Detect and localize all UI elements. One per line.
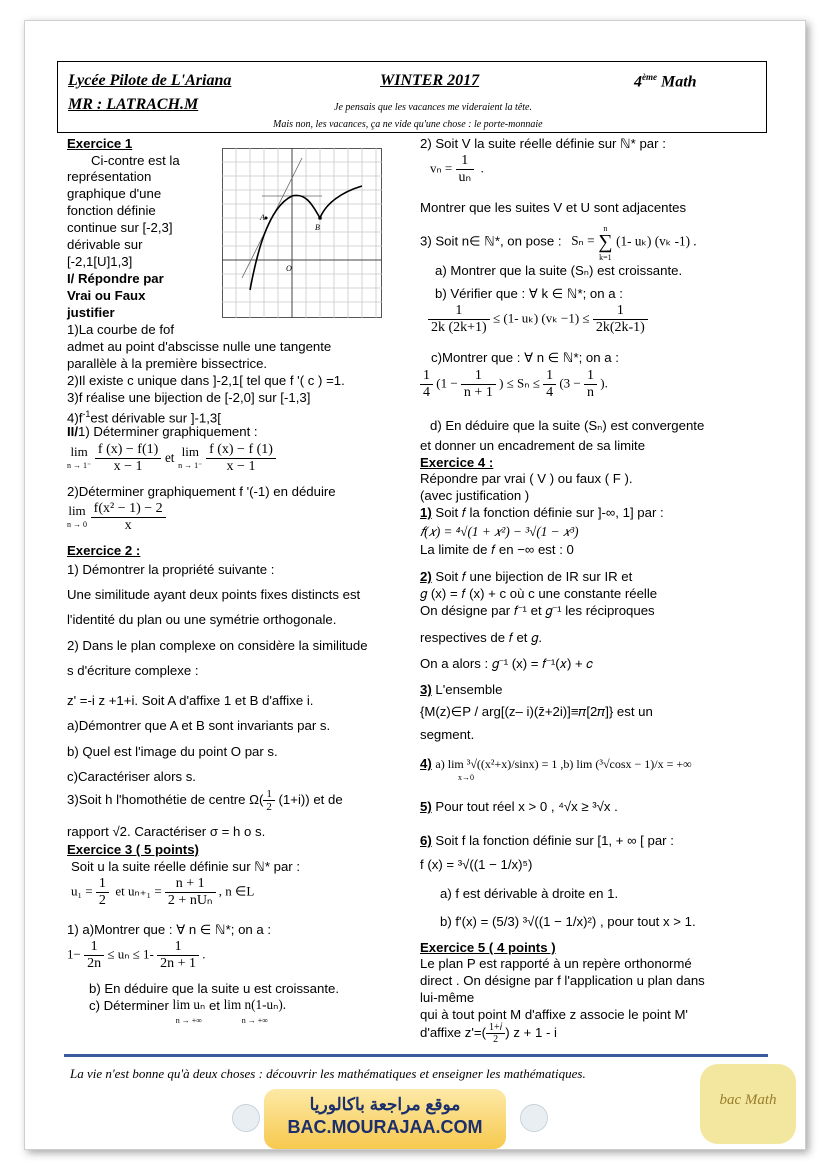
- footer-rule: [64, 1054, 768, 1057]
- ex4-item: On désigne par 𝑓⁻¹ et 𝑔⁻¹ les réciproques: [420, 603, 655, 618]
- graph-label: B: [315, 223, 320, 232]
- ex3r-question: 2) Soit V la suite réelle définie sur ℕ* par :: [420, 136, 666, 151]
- ex4-item: respectives de 𝑓 et 𝑔.: [420, 630, 543, 645]
- ex3r-sum: 3) Soit n∈ ℕ*, on pose : Sₙ = n ∑ k=1 (1- uₖ) (vₖ -1) .: [420, 224, 697, 262]
- ex4-item: 5) Pour tout réel x > 0 , ⁴√x ≥ ³√x .: [420, 799, 618, 814]
- ex4-item: 3) L'ensemble: [420, 682, 503, 697]
- ex3-question: 1) a)Montrer que : ∀ n ∈ ℕ*; on a :: [67, 922, 272, 937]
- ex1-limit3: lim n → 0 $\frac{\text{f(x² − 1) − 2}}{x}$: [67, 501, 166, 541]
- ex2-line: 3)Soit h l'homothétie de centre Ω( $\frac{1}{2}$ (1+i)) et de: [67, 788, 343, 813]
- school-name: Lycée Pilote de L'Ariana: [68, 72, 232, 89]
- ex1-line: continue sur [-2,3]: [67, 220, 173, 235]
- ex1-line: dérivable sur: [67, 237, 143, 252]
- ex4-item: 𝑓(𝑥) = ⁴√(1 + 𝑥²) − ³√(1 − 𝑥³): [420, 524, 579, 539]
- ex4-item: 1) Soit 𝑓 la fonction définie sur ]-∞, 1] par :: [420, 505, 664, 520]
- ex3-question: c) Déterminer lim uₙ n → +∞ et lim n(1-uₙ). n → +∞: [89, 997, 287, 1025]
- ex2-line: c)Caractériser alors s.: [67, 769, 196, 784]
- ex4-intro: (avec justification ): [420, 488, 530, 503]
- ex2-line: a)Démontrer que A et B sont invariants par s.: [67, 718, 331, 733]
- ex4-item: La limite de 𝑓 en −∞ est : 0: [420, 542, 574, 557]
- ex5-line: lui-même: [420, 990, 475, 1005]
- banner-arabic: موقع مراجعة باكالوريا: [309, 1095, 461, 1114]
- ex2-line: s d'écriture complexe :: [67, 663, 199, 678]
- ex3r-question: et donner un encadrement de sa limite: [420, 438, 646, 453]
- ex1-limits: lim n → 1⁻ $\frac{f (x) - f(1)}{x - 1}$ et lim n → 1⁻ $\frac{f (x) - f (1)}{x - 1}$: [67, 442, 276, 482]
- ex5-line: d'affixe z'=( $\frac{\text{1+𝑖}}{2}$ ) z + 1 - i: [420, 1022, 557, 1045]
- function-graph: [222, 148, 382, 318]
- ex1-line: représentation: [67, 169, 152, 184]
- ex2-line: Une similitude ayant deux points fixes distincts est: [67, 587, 361, 602]
- ex1-question: admet au point d'abscisse nulle une tangente: [67, 339, 332, 354]
- ex4-item: On a alors : 𝑔⁻¹ (x) = 𝑓⁻¹(𝑥) + 𝑐: [420, 656, 594, 671]
- ex3r-inequality: $\frac{1}{2k (2k+1)}$ ≤ (1- uₖ) (vₖ −1) ≤ $\frac{1}{2k(2k-1)}$: [428, 303, 648, 345]
- ex4-item: 2) Soit 𝑓 une bijection de IR sur IR et: [420, 569, 633, 584]
- session-title: WINTER 2017: [380, 72, 480, 89]
- ex1-question: parallèle à la première bissectrice.: [67, 356, 268, 371]
- bac-math-logo: bac Math: [700, 1064, 796, 1144]
- ex4-item: b) f'(x) = (5/3) ³√((1 − 1/x)²) , pour tout x > 1.: [440, 914, 696, 929]
- ex4-item: segment.: [420, 727, 475, 742]
- ex1-question: 1)La courbe de fof: [67, 322, 175, 337]
- ex1-line: fonction définie: [67, 203, 156, 218]
- ex3r-question: d) En déduire que la suite (Sₙ) est convergente: [430, 418, 705, 433]
- ex5-line: qui à tout point M d'affixe z associe le point M': [420, 1007, 688, 1022]
- site-logo-icon: [520, 1104, 548, 1132]
- ex2-line: z' =-i z +1+i. Soit A d'affixe 1 et B d'affixe i.: [67, 693, 314, 708]
- ex1-line: Ci-contre est la: [91, 153, 180, 168]
- ex3-intro: Soit u la suite réelle définie sur ℕ* par :: [71, 859, 301, 874]
- ex1-part1-title: justifier: [67, 305, 115, 320]
- header-box: [57, 61, 767, 133]
- ex3-question: b) En déduire que la suite u est croissante.: [89, 981, 339, 996]
- ex2-line: l'identité du plan ou une symétrie orthogonale.: [67, 612, 337, 627]
- header-quote-1: Je pensais que les vacances me videraient la tête.: [334, 102, 532, 113]
- ex3r-bounds: $\frac{1}{4}$ (1 − $\frac{1}{n + 1}$ ) ≤ Sₙ ≤ $\frac{1}{4}$ (3 − $\frac{1}{n}$ ).: [420, 368, 608, 410]
- class-level: 4ème Math: [634, 72, 697, 91]
- ex4-title: Exercice 4 :: [420, 455, 494, 470]
- ex5-title: Exercice 5 ( 4 points ): [420, 940, 556, 955]
- ex4-item: a) f est dérivable à droite en 1.: [440, 886, 619, 901]
- ex2-line: rapport √2. Caractériser σ = h o s.: [67, 824, 266, 839]
- ex3r-question: b) Vérifier que : ∀ k ∈ ℕ*; on a :: [435, 286, 623, 301]
- ex4-item: f (x) = ³√((1 − 1/x)⁵): [420, 857, 533, 872]
- ex1-part2-question: 2)Déterminer graphiquement f '(-1) en déduire: [67, 484, 336, 499]
- banner-url: BAC.MOURAJAA.COM: [287, 1117, 483, 1137]
- ex3r-question: Montrer que les suites V et U sont adjacentes: [420, 200, 687, 215]
- ex1-question: 3)f réalise une bijection de [-2,0] sur [-1,3]: [67, 390, 311, 405]
- ex2-line: 2) Dans le plan complexe on considère la similitude: [67, 638, 368, 653]
- ex4-item: 6) Soit f la fonction définie sur [1, + ∞ [ par :: [420, 833, 674, 848]
- ex5-line: Le plan P est rapporté à un repère orthonormé: [420, 956, 692, 971]
- ex3r-question: a) Montrer que la suite (Sₙ) est croissante.: [435, 263, 683, 278]
- ex4-item: 4) a) lim ³√((x²+x)/sinx) = 1 ,b) lim (³√cosx − 1)/x = +∞: [420, 756, 692, 771]
- site-logo-icon: [232, 1104, 260, 1132]
- ex3-inequality: 1− $\frac{1}{2n}$ ≤ uₙ ≤ 1- $\frac{1}{2n + 1}$ .: [67, 939, 206, 971]
- ex4-item: {M(z)∈P / arg[(z– i)(z̄+2i)]≡𝜋[2𝜋]} est un: [420, 704, 653, 719]
- footer-quote: La vie n'est bonne qu'à deux choses : découvrir les mathématiques et enseigner les mathématiques.: [70, 1066, 586, 1081]
- ex4-intro: Répondre par vrai ( V ) ou faux ( F ).: [420, 471, 633, 486]
- ex2-line: 1) Démontrer la propriété suivante :: [67, 562, 275, 577]
- ex3r-vn: vₙ = $\frac{1}{\text{uₙ}}$ .: [430, 153, 484, 185]
- header-quote-2: Mais non, les vacances, ça ne vide qu'une chose : le porte-monnaie: [273, 119, 543, 130]
- ex1-part2-question: II/1) Déterminer graphiquement :: [67, 424, 258, 439]
- ex4-item-sub: x→0: [458, 773, 474, 782]
- ex3-definition: u₁ = $\frac{1}{2}$ et uₙ₊₁ = $\frac{n + 1}{\text{2 + nUₙ}}$ , n ∈L: [71, 876, 255, 908]
- graph-label: A: [260, 213, 265, 222]
- ex1-question: $4)f^{-1}est$ dérivable sur ]-1,3[: [67, 409, 221, 426]
- ex1-line: graphique d'une: [67, 186, 162, 201]
- ex1-part1-title: Vrai ou Faux: [67, 288, 146, 303]
- teacher-name: MR : LATRACH.M: [68, 96, 199, 113]
- ex3r-question: c)Montrer que : ∀ n ∈ ℕ*; on a :: [431, 350, 619, 365]
- graph-label: O: [286, 264, 292, 273]
- ex5-line: direct . On désigne par f l'application u plan dans: [420, 973, 705, 988]
- ex4-item: 𝑔 (x) = 𝑓 (x) + c où c une constante réelle: [420, 586, 658, 601]
- ex2-line: b) Quel est l'image du point O par s.: [67, 744, 278, 759]
- site-banner[interactable]: [264, 1089, 506, 1149]
- ex3-title: Exercice 3 ( 5 points): [67, 842, 199, 857]
- ex1-title: Exercice 1: [67, 136, 133, 151]
- ex1-line: [-2,1[U]1,3]: [67, 254, 133, 269]
- ex1-part1-title: I/ Répondre par: [67, 271, 164, 286]
- ex2-title: Exercice 2 :: [67, 543, 141, 558]
- ex1-question: 2)Il existe c unique dans ]-2,1[ tel que f '( c ) =1.: [67, 373, 345, 388]
